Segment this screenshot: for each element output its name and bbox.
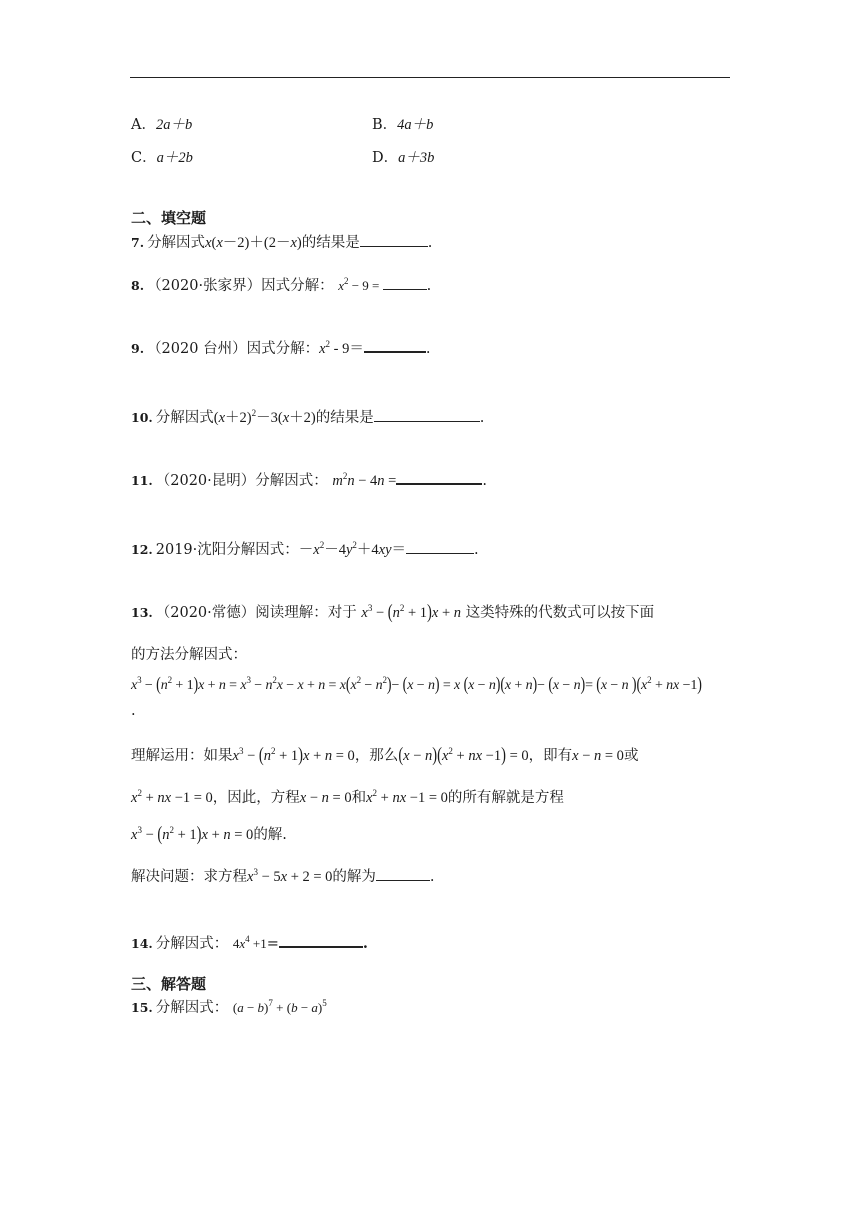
q8-expression: $x^2 - 9$ = — [338, 276, 383, 293]
question-14: 14. 分解因式： $4x^4 +1=$ . — [131, 934, 368, 952]
q13-factorization: $x^3 - (n^2 + 1)x + n = x^3 - n^2x - x + n = x(x^2 - n^2)- (x - n) = x$ (x − n)(x + n)− (x − n)= (x − n )($x^2$ + nx −1) — [131, 675, 702, 696]
question-8: 8. （2020·张家界）因式分解： $x^2 - 9$ = . — [131, 276, 432, 294]
q10-expression: $(x+2)^2-3(x+2)$ — [213, 408, 316, 426]
q9-expression: $x^2 - 9=$ — [319, 339, 364, 357]
q13-dot: . — [131, 703, 136, 719]
q13-expression: $x^3 - (n^2 + 1)x + n$ — [361, 602, 461, 624]
section-title-answer: 三、解答题 — [131, 975, 207, 993]
q13-solution-line: $x^3 - (n^2 + 1)x + n = 0$的解. — [131, 824, 287, 846]
answer-blank[interactable] — [396, 470, 482, 485]
q12-expression: $-x^2-4y^2+4xy=$ — [298, 540, 407, 558]
answer-blank[interactable] — [364, 338, 426, 353]
option-c: C．a＋2b — [131, 150, 193, 166]
question-7: 7. 分解因式x(x－2)＋(2－x)的结果是 . — [131, 235, 433, 251]
question-13-intro: 13. （2020·常德）阅读理解：对于 $x^3 - (n^2 + 1)x + n$ 这类特殊的代数式可以按下面 — [131, 602, 655, 624]
section-title-fill-blank: 二、填空题 — [131, 209, 207, 227]
question-15: 15. 分解因式： $(a - b)^7 + (b - a)^5$ — [131, 998, 327, 1016]
question-12: 12. 2019·沈阳分解因式：$-x^2-4y^2+4xy=$ . — [131, 540, 479, 558]
option-d: D．a＋3b — [372, 150, 435, 166]
header-rule — [130, 77, 730, 78]
option-b: B．4a＋b — [372, 117, 434, 133]
answer-blank[interactable] — [374, 408, 480, 422]
question-10: 10. 分解因式$(x+2)^2-3(x+2)$的结果是 . — [131, 408, 485, 426]
q13-solve: 解决问题：求方程$x^3 - 5x + 2 = 0$的解为 . — [131, 867, 435, 885]
q7-expression: x(x－2)＋(2－x) — [205, 235, 302, 251]
answer-blank[interactable] — [279, 933, 363, 948]
answer-blank[interactable] — [360, 233, 428, 247]
q15-expression: $(a - b)^7 + (b - a)^5$ — [232, 998, 327, 1015]
answer-blank[interactable] — [383, 276, 427, 290]
answer-blank[interactable] — [406, 540, 474, 554]
question-9: 9. （2020 台州）因式分解：$x^2 - 9=$ . — [131, 339, 431, 357]
question-11: 11. （2020·昆明）分解因式： $m^2n - 4n$ = . — [131, 471, 487, 489]
q13-apply: 理解运用：如果$x^3 - (n^2 + 1)x + n = 0$，那么$(x - n)(x^2$ + nx −1) = 0，即有x − n = 0或 — [131, 745, 639, 767]
q11-expression: $m^2n - 4n$ = — [332, 471, 397, 489]
question-13-line2: 的方法分解因式： — [131, 647, 247, 663]
q14-expression: $4x^4 +1$ — [232, 934, 267, 951]
q13-continue: $x^2$ + nx −1 = 0，因此，方程x − n = 0和$x^2$ + nx −1 = 0的所有解就是方程 — [131, 788, 564, 806]
answer-blank[interactable] — [376, 867, 430, 881]
option-a: A．2a＋b — [131, 117, 193, 133]
